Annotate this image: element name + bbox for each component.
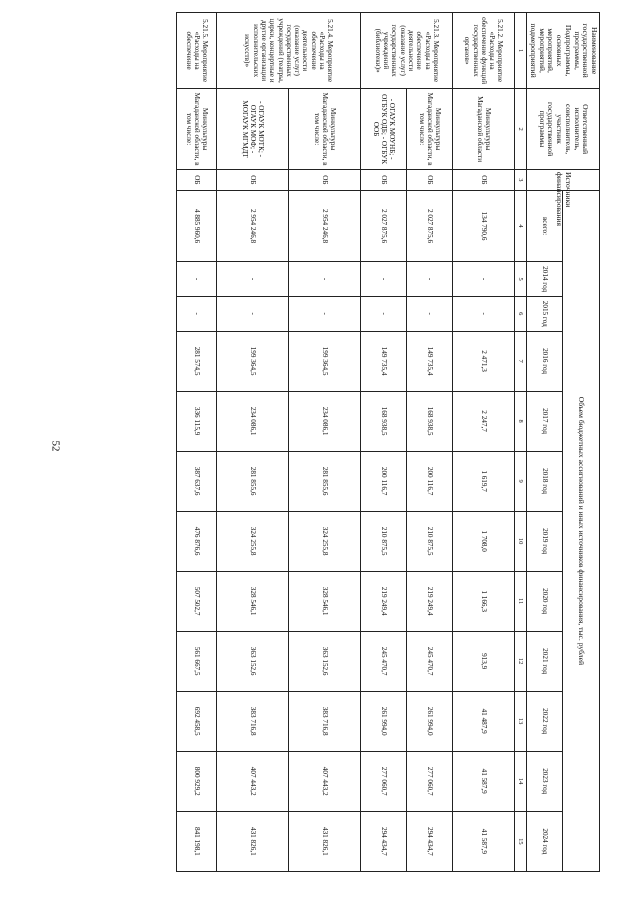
value-cell: 168 938,5 <box>407 391 453 451</box>
value-cell: - <box>361 262 407 297</box>
table-row <box>177 13 217 872</box>
value-cell: 294 434,7 <box>407 811 453 871</box>
header-responsible: Ответственный исполнитель, соисполнитель, участник государственной программы <box>527 89 600 170</box>
value-cell: 431 826,1 <box>289 811 361 871</box>
value-cell: - <box>289 296 361 331</box>
header-year: 2015 год <box>527 296 563 331</box>
value-cell: 407 443,2 <box>289 751 361 811</box>
value-cell: 277 060,7 <box>361 751 407 811</box>
value-cell: 913,9 <box>453 631 515 691</box>
value-cell: 219 249,4 <box>361 571 407 631</box>
value-cell: - <box>289 262 361 297</box>
column-index: 6 <box>515 296 527 331</box>
value-cell: 2 954 246,8 <box>289 190 361 262</box>
value-cell: 134 790,6 <box>453 190 515 262</box>
responsible: Минкультуры Магаданской области, в том числе: <box>407 89 453 170</box>
value-cell: 1 166,3 <box>453 571 515 631</box>
column-index: 13 <box>515 691 527 751</box>
item-name: 5.21.3. Мероприятие «Расходы на обеспечение деятельности (оказание услуг) государственных учреждений (библиотеки)» <box>361 13 453 89</box>
value-cell: 1 619,7 <box>453 451 515 511</box>
value-cell: 234 086,1 <box>217 391 289 451</box>
value-cell: 168 938,5 <box>361 391 407 451</box>
value-cell: - <box>453 262 515 297</box>
column-index: 5 <box>515 262 527 297</box>
header-year: 2024 год <box>527 811 563 871</box>
value-cell: 383 716,8 <box>289 691 361 751</box>
table-row <box>289 13 361 872</box>
column-index: 14 <box>515 751 527 811</box>
value-cell: - <box>407 296 453 331</box>
value-cell: 800 929,2 <box>177 751 217 811</box>
value-cell: - <box>177 296 217 331</box>
value-cell: 200 116,7 <box>361 451 407 511</box>
column-index: 7 <box>515 331 527 391</box>
value-cell: - <box>407 262 453 297</box>
table-row <box>407 13 453 872</box>
value-cell: 363 152,6 <box>289 631 361 691</box>
value-cell: 2 247,7 <box>453 391 515 451</box>
column-index: 3 <box>515 169 527 190</box>
header-year: 2014 год <box>527 262 563 297</box>
header-row-1 <box>562 13 599 872</box>
header-year: всего: <box>527 190 563 262</box>
column-index: 11 <box>515 571 527 631</box>
value-cell: 2 027 875,6 <box>407 190 453 262</box>
value-cell: 281 855,6 <box>289 451 361 511</box>
responsible: Минкультуры Магаданской области, в том числе: <box>177 89 217 170</box>
value-cell: 261 994,0 <box>361 691 407 751</box>
value-cell: 324 255,8 <box>289 511 361 571</box>
header-year: 2016 год <box>527 331 563 391</box>
item-name: 5.21.2. Мероприятие «Расходы на обеспечение функций государственных органов» <box>453 13 515 89</box>
value-cell: 219 249,4 <box>407 571 453 631</box>
value-cell: 328 546,1 <box>289 571 361 631</box>
value-cell: 149 735,4 <box>361 331 407 391</box>
column-index: 1 <box>515 13 527 89</box>
value-cell: - <box>177 262 217 297</box>
value-cell: 41 587,9 <box>453 811 515 871</box>
header-year: 2021 год <box>527 631 563 691</box>
item-name: 5.21.5. Мероприятие «Расходы на обеспечение <box>177 13 217 89</box>
source: ОБ <box>177 169 217 190</box>
column-index: 10 <box>515 511 527 571</box>
value-cell: 245 470,7 <box>361 631 407 691</box>
source: ОБ <box>407 169 453 190</box>
value-cell: 294 434,7 <box>361 811 407 871</box>
value-cell: - <box>217 296 289 331</box>
value-cell: 841 198,1 <box>177 811 217 871</box>
responsible: Минкультуры Магаданской области <box>453 89 515 170</box>
header-name: Наименование государственной программы, Подпрограммы, основных мероприятий, мероприятий, подмероприятий <box>527 13 600 89</box>
header-year: 2020 год <box>527 571 563 631</box>
value-cell: - <box>361 296 407 331</box>
header-group: Объем бюджетных ассигнований и иных источников финансирования, тыс. рублей <box>562 190 599 871</box>
table-row <box>453 13 515 872</box>
value-cell: 245 470,7 <box>407 631 453 691</box>
header-year: 2018 год <box>527 451 563 511</box>
value-cell: 383 716,8 <box>217 691 289 751</box>
value-cell: 199 364,5 <box>289 331 361 391</box>
responsible: - ОГАУК МОУНБ; - ОГБУК ОДБ; - ОГБУК ООБ <box>361 89 407 170</box>
value-cell: 200 116,7 <box>407 451 453 511</box>
value-cell: 336 115,9 <box>177 391 217 451</box>
source: ОБ <box>453 169 515 190</box>
header-year: 2023 год <box>527 751 563 811</box>
item-name: 5.21.4. Мероприятие «Расходы на обеспечение деятельности (оказание услуг) государственных учреждений (театры, цирки, концертные и другие организации исполнительских искусств)» <box>217 13 361 89</box>
column-index: 2 <box>515 89 527 170</box>
value-cell: 1 708,0 <box>453 511 515 571</box>
column-index: 8 <box>515 391 527 451</box>
value-cell: 149 735,4 <box>407 331 453 391</box>
value-cell: 431 826,1 <box>217 811 289 871</box>
value-cell: 324 255,8 <box>217 511 289 571</box>
financing-table <box>176 12 600 872</box>
value-cell: 2 471,3 <box>453 331 515 391</box>
column-index: 4 <box>515 190 527 262</box>
value-cell: 387 637,6 <box>177 451 217 511</box>
rotated-page <box>40 12 600 872</box>
value-cell: 281 574,5 <box>177 331 217 391</box>
value-cell: 328 546,1 <box>217 571 289 631</box>
responsible: - ОГАУК МОТК; - ОГАУК МОФ; - МОГАУК МГМДТ <box>217 89 289 170</box>
index-row <box>515 13 527 872</box>
column-index: 12 <box>515 631 527 691</box>
value-cell: 277 060,7 <box>407 751 453 811</box>
table-row <box>361 13 407 872</box>
value-cell: 199 364,5 <box>217 331 289 391</box>
value-cell: 363 152,6 <box>217 631 289 691</box>
value-cell: 261 994,0 <box>407 691 453 751</box>
value-cell: 234 086,1 <box>289 391 361 451</box>
header-year: 2019 год <box>527 511 563 571</box>
source: ОБ <box>361 169 407 190</box>
responsible: Минкультуры Магаданской области, в том числе: <box>289 89 361 170</box>
value-cell: - <box>217 262 289 297</box>
source: ОБ <box>289 169 361 190</box>
value-cell: 210 875,5 <box>361 511 407 571</box>
value-cell: 2 027 875,6 <box>361 190 407 262</box>
source: ОБ <box>217 169 289 190</box>
value-cell: 561 667,5 <box>177 631 217 691</box>
value-cell: 692 458,5 <box>177 691 217 751</box>
column-index: 9 <box>515 451 527 511</box>
value-cell: 407 443,2 <box>217 751 289 811</box>
header-year: 2022 год <box>527 691 563 751</box>
column-index: 15 <box>515 811 527 871</box>
value-cell: 210 875,5 <box>407 511 453 571</box>
page-number: 52 <box>49 440 62 452</box>
header-year: 2017 год <box>527 391 563 451</box>
value-cell: 281 855,6 <box>217 451 289 511</box>
table-row <box>217 13 289 872</box>
value-cell: 476 876,6 <box>177 511 217 571</box>
value-cell: - <box>453 296 515 331</box>
value-cell: 4 885 960,6 <box>177 190 217 262</box>
value-cell: 41 587,9 <box>453 751 515 811</box>
value-cell: 2 954 246,8 <box>217 190 289 262</box>
header-source: Источники финансирования <box>527 169 600 190</box>
value-cell: 507 502,7 <box>177 571 217 631</box>
value-cell: 41 487,9 <box>453 691 515 751</box>
